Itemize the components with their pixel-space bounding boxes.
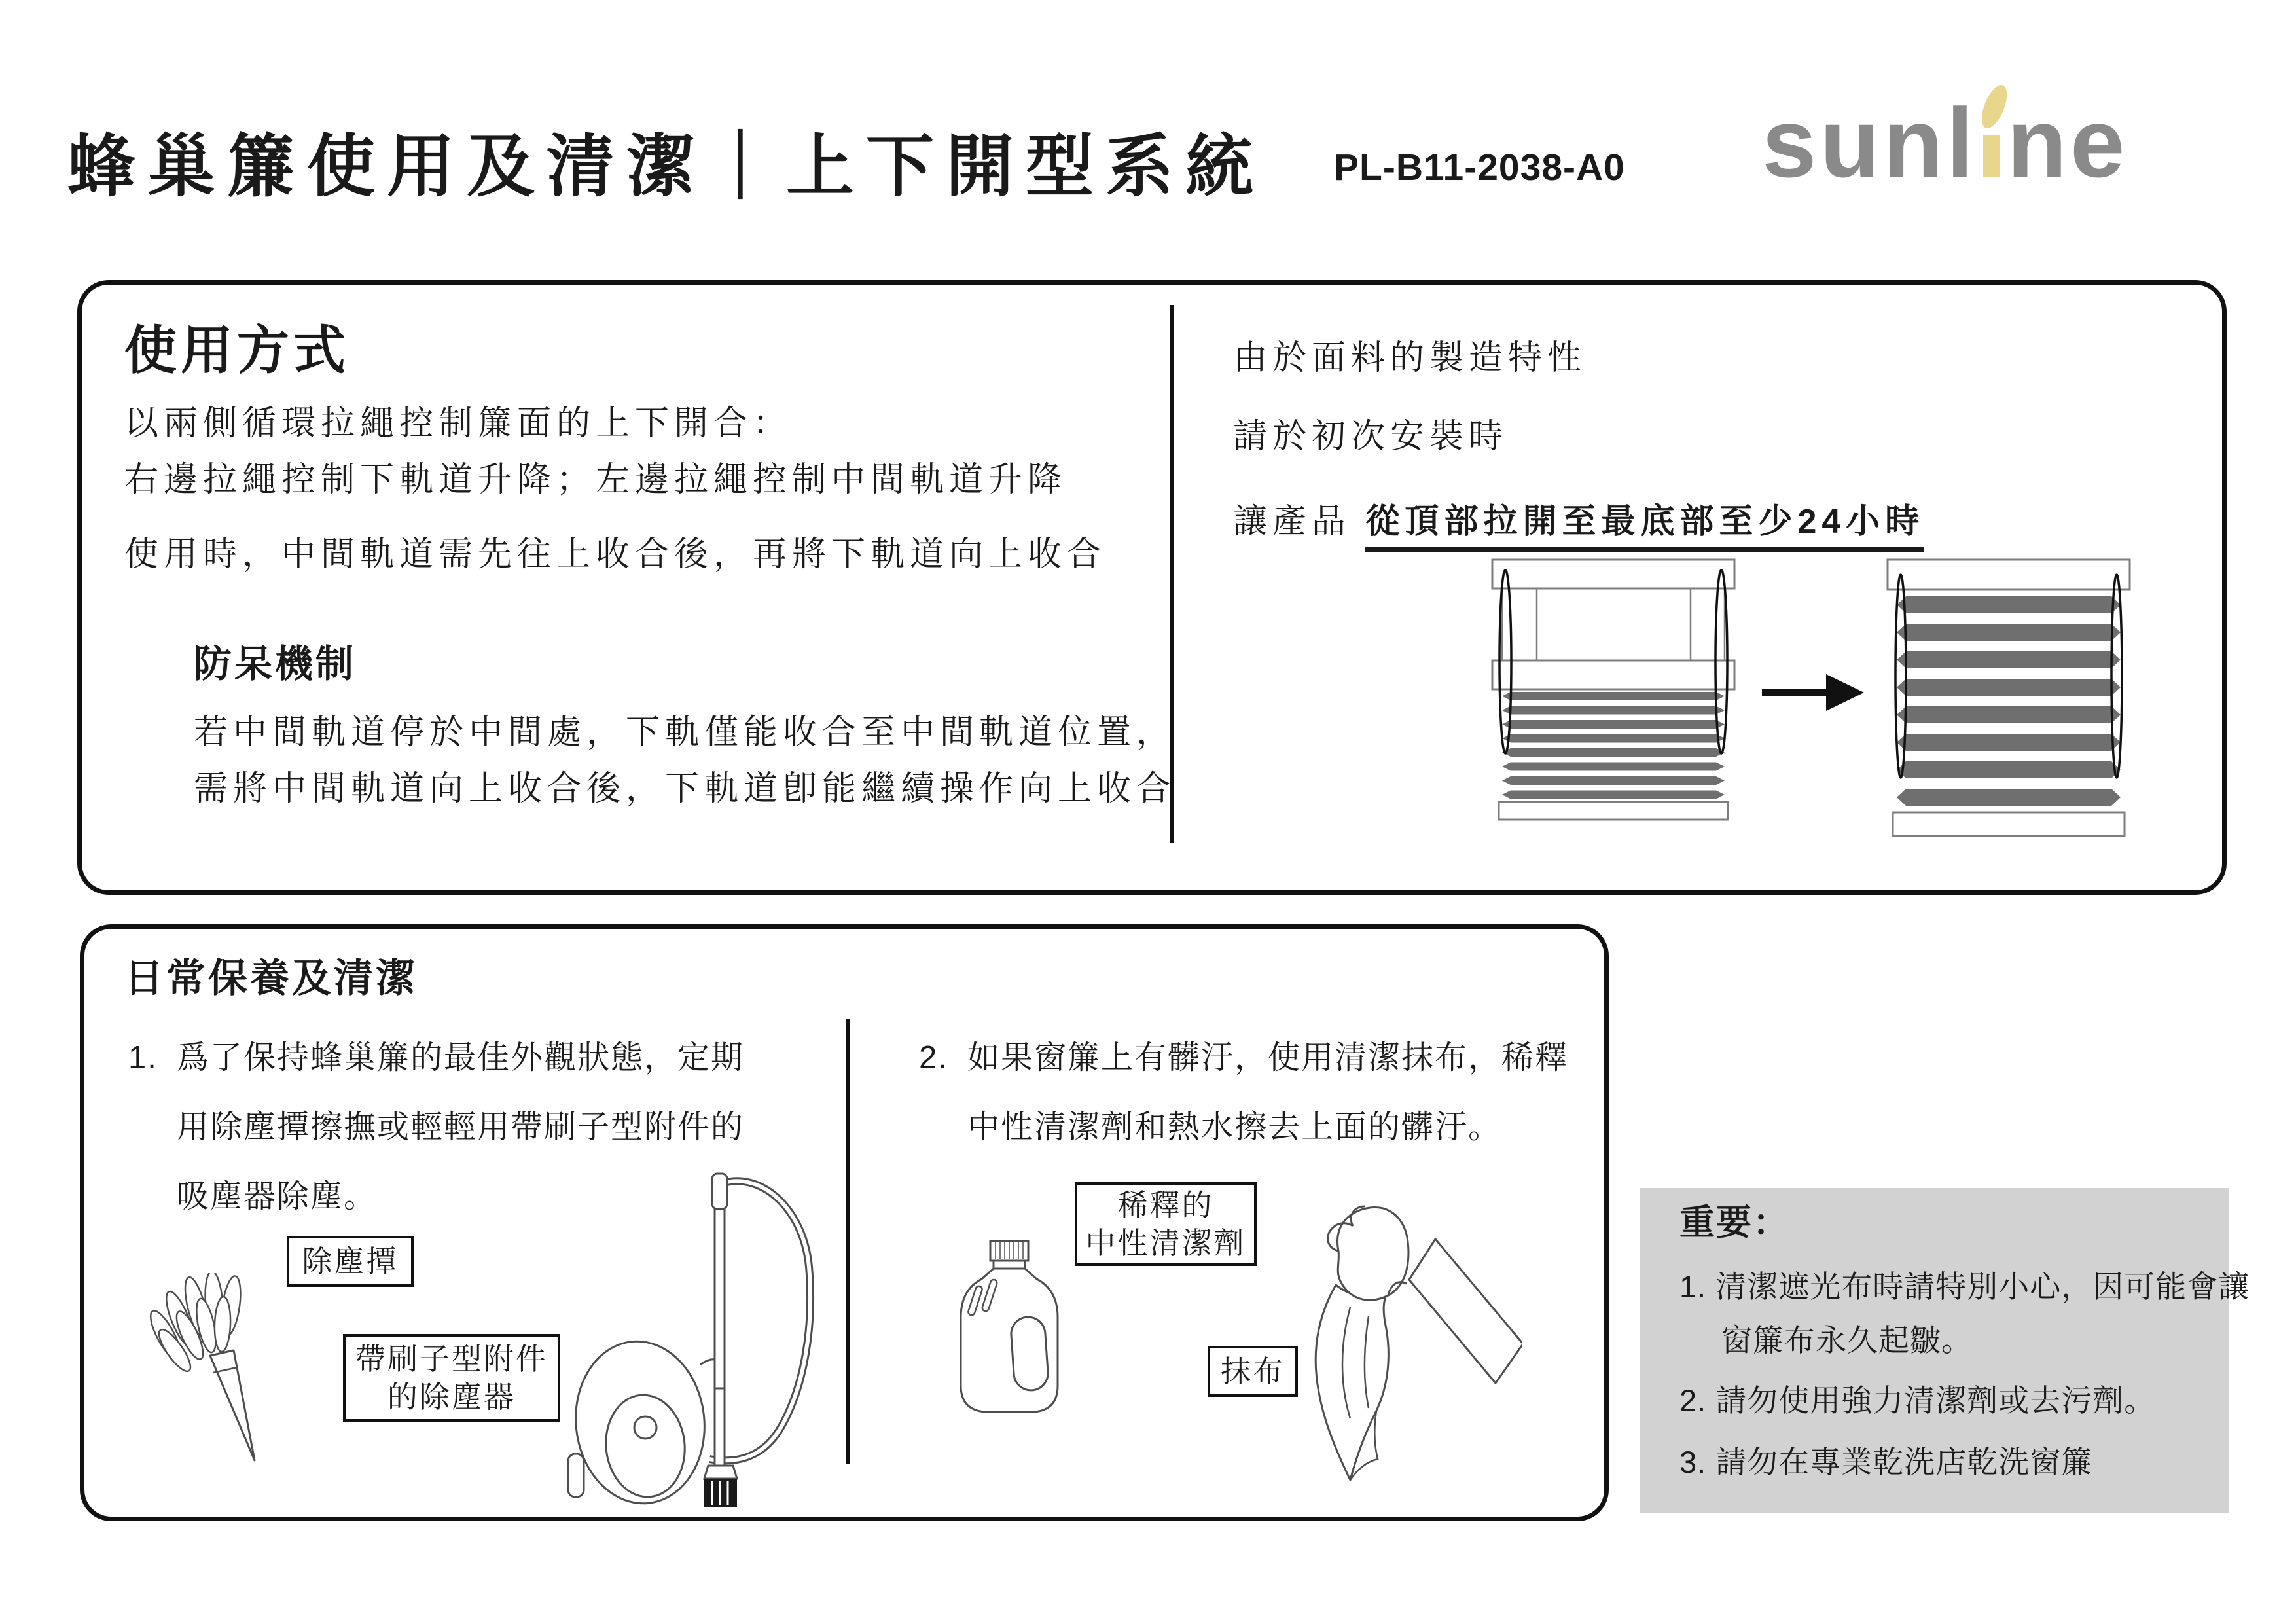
cloth-label-text: 抹布	[1221, 1354, 1285, 1388]
hand-with-cloth-illustration	[1293, 1188, 1522, 1489]
important-heading: 重要：	[1679, 1203, 1789, 1242]
usage-line-3: 使用時，中間軌道需先往上收合後，再將下軌道向上收合	[124, 535, 1107, 573]
care-item1-number: 1.	[128, 1040, 158, 1075]
fabric-note-line-2: 請於初次安裝時	[1233, 418, 1509, 456]
important-item3: 3. 請勿在專業乾洗店乾洗窗簾	[1679, 1445, 2093, 1479]
duster-illustration	[141, 1273, 291, 1470]
important-notes-box	[1640, 1188, 2250, 1513]
fabric-note-line-1: 由於面料的製造特性	[1233, 339, 1587, 377]
sunline-logo	[1762, 86, 2128, 200]
care-item2-line-2: 中性清潔劑和熱水擦去上面的髒汙。	[967, 1110, 1502, 1145]
vacuum-cleaner-illustration	[543, 1168, 825, 1510]
important-item1-line-1: 1. 清潔遮光布時請特別小心，因可能會讓	[1679, 1269, 2250, 1304]
foolproof-line-2: 需將中間軌道向上收合後，下軌道卽能繼續操作向上收合	[194, 770, 1176, 808]
duster-label-text: 除塵撢	[302, 1244, 399, 1278]
arrow-right-icon	[1758, 665, 1869, 720]
foolproof-heading: 防呆機制	[194, 643, 357, 685]
care-item2-line-1: 如果窗簾上有髒汙，使用清潔抹布，稀釋	[967, 1040, 1569, 1075]
fabric-note-prefix: 讓產品	[1233, 503, 1366, 541]
care-item2-number: 2.	[919, 1040, 948, 1075]
fabric-note-emphasis: 從頂部拉開至最底部至少24小時	[1365, 503, 1924, 552]
logo-leaf-i-icon	[1983, 135, 2000, 177]
cloth-label	[1208, 1346, 1298, 1397]
vacuum-label-line-1: 帶刷子型附件	[355, 1342, 548, 1376]
usage-column-divider	[1170, 305, 1174, 843]
detergent-label-line-1: 稀釋的	[1117, 1188, 1214, 1222]
care-item1-line-1: 爲了保持蜂巢簾的最佳外觀狀態，定期	[177, 1040, 745, 1075]
usage-line-1: 以兩側循環拉繩控制簾面的上下開合：	[124, 405, 793, 442]
detergent-label	[1075, 1182, 1257, 1266]
care-column-divider	[846, 1019, 850, 1464]
care-item1-line-2: 用除塵撢擦撫或輕輕用帶刷子型附件的	[177, 1110, 745, 1145]
blind-fully-extended-illustration	[1886, 558, 2131, 839]
detergent-label-line-2: 中性清潔劑	[1085, 1226, 1246, 1260]
blind-partially-raised-illustration	[1491, 558, 1736, 821]
foolproof-line-1: 若中間軌道停於中間處，下軌僅能收合至中間軌道位置，	[194, 713, 1176, 751]
usage-heading: 使用方式	[124, 321, 350, 380]
usage-line-2: 右邊拉繩控制下軌道升降；左邊拉繩控制中間軌道升降	[124, 461, 1067, 499]
care-heading: 日常保養及清潔	[124, 956, 418, 1000]
vacuum-label	[343, 1334, 560, 1422]
logo-text-right: ne	[2007, 88, 2128, 198]
fabric-note-line-3	[1233, 503, 1924, 542]
vacuum-label-line-2: 的除塵器	[387, 1380, 516, 1414]
care-item1-line-3: 吸塵器除塵。	[177, 1179, 378, 1214]
important-item2: 2. 請勿使用強力清潔劑或去污劑。	[1679, 1383, 2156, 1418]
logo-text-left: sunl	[1762, 88, 1977, 198]
product-code: PL-B11-2038-A0	[1334, 147, 1625, 189]
page-title: 蜂巢簾使用及清潔｜上下開型系統	[67, 129, 1266, 205]
important-item1-line-2: 窗簾布永久起皺。	[1721, 1323, 1973, 1358]
detergent-bottle-illustration	[952, 1238, 1067, 1420]
duster-label	[287, 1236, 414, 1287]
